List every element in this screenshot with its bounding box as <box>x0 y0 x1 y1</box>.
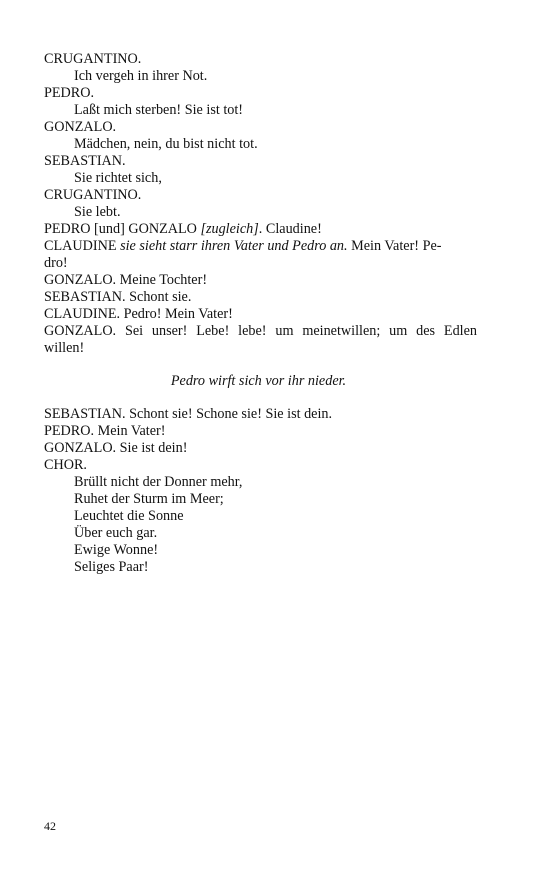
speaker-crugantino: CRUGANTINO. <box>44 51 142 67</box>
speaker-sebastian: SEBASTIAN. <box>44 153 126 169</box>
dialogue-line: PEDRO. Mein Vater! <box>44 423 166 439</box>
verse-line: Ruhet der Sturm im Meer; <box>74 491 224 507</box>
verse-line: Brüllt nicht der Donner mehr, <box>74 474 243 490</box>
verse-line: Ich vergeh in ihrer Not. <box>74 68 208 84</box>
verse-line: Laßt mich sterben! Sie ist tot! <box>74 102 244 118</box>
dialogue-line: GONZALO. Sie ist dein! <box>44 440 188 456</box>
dialogue-line <box>44 238 441 255</box>
verse-line: Leuchtet die Sonne <box>74 508 184 524</box>
speaker-gonzalo: GONZALO. <box>44 119 117 135</box>
speaker-chor: CHOR. <box>44 457 87 473</box>
dialogue-line: willen! <box>44 340 85 356</box>
verse-line: Sie lebt. <box>74 204 121 220</box>
verse-line: Mädchen, nein, du bist nicht tot. <box>74 136 258 152</box>
dialogue-line: GONZALO. Sei unser! Lebe! lebe! um meinetwillen; um des Edlen <box>44 323 477 339</box>
verse-line: Über euch gar. <box>74 525 158 541</box>
dialogue-line <box>44 221 322 238</box>
speaker-pedro: PEDRO. <box>44 85 95 101</box>
dialogue-line: SEBASTIAN. Schont sie! Schone sie! Sie ist dein. <box>44 406 333 422</box>
stage-direction-inline: [zugleich] <box>200 221 259 237</box>
dialogue-text: . Claudine! <box>258 221 322 237</box>
page-number: 42 <box>44 819 56 833</box>
verse-line: Seliges Paar! <box>74 559 149 575</box>
verse-line: Sie richtet sich, <box>74 170 162 186</box>
dialogue-line: CLAUDINE. Pedro! Mein Vater! <box>44 306 233 322</box>
stage-direction: Pedro wirft sich vor ihr nieder. <box>170 373 347 389</box>
verse-line: Ewige Wonne! <box>74 542 159 558</box>
speaker-crugantino: CRUGANTINO. <box>44 187 142 203</box>
stage-direction-inline: sie sieht starr ihren Vater und Pedro an. <box>120 238 348 254</box>
dialogue-text: Mein Vater! Pe- <box>347 238 442 254</box>
dialogue-line: SEBASTIAN. Schont sie. <box>44 289 192 305</box>
speaker-text: PEDRO [und] GONZALO <box>44 221 201 237</box>
dialogue-line: dro! <box>44 255 68 271</box>
speaker-text: CLAUDINE <box>44 238 121 254</box>
dialogue-line: GONZALO. Meine Tochter! <box>44 272 208 288</box>
